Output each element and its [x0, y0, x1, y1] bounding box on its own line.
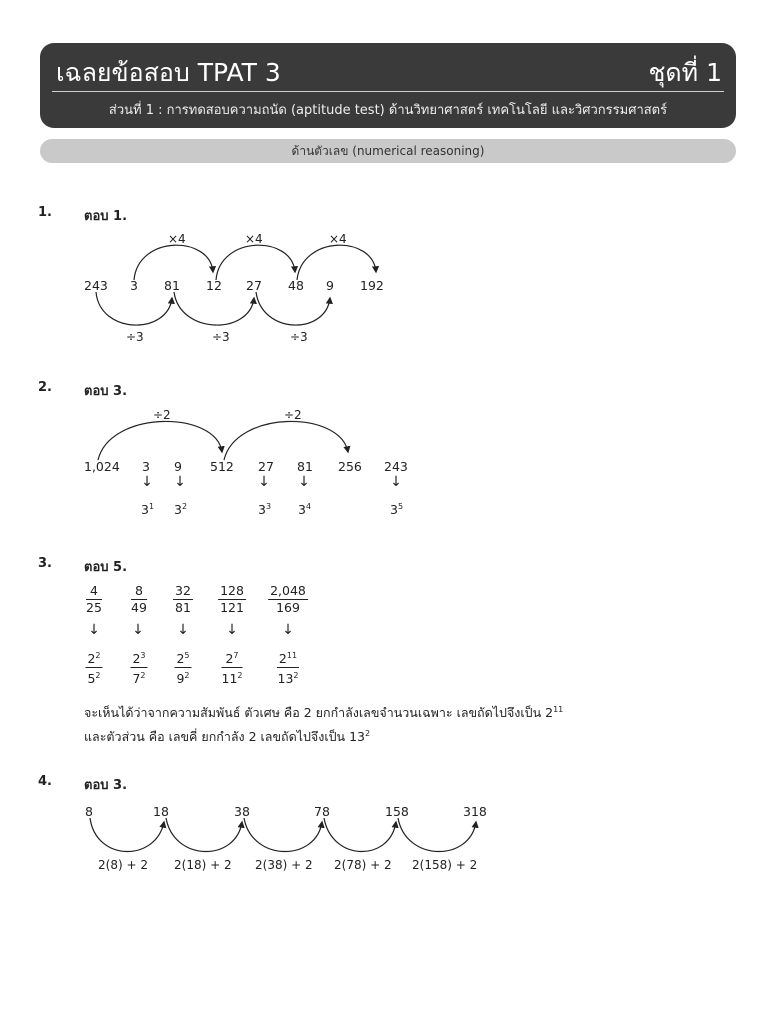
q4-answer: ตอบ 3.: [84, 778, 128, 793]
q3-power-fraction: $\frac{2^3}{7^2}$: [130, 648, 147, 687]
q4-arc-1: [90, 818, 164, 852]
down-arrow-icon: ↓: [390, 474, 402, 490]
down-arrow-icon: ↓: [258, 474, 270, 490]
q2-term: 512: [210, 459, 234, 474]
down-arrow-icon: ↓: [174, 474, 186, 490]
q3-fraction: $\frac{8}{49}$: [131, 583, 147, 615]
q4-term: 318: [463, 804, 487, 819]
q2-power: $3^4$: [298, 502, 312, 518]
q4-bottom-op: 2(38) + 2: [255, 858, 313, 872]
q3-power-fraction: $\frac{2^2}{5^2}$: [85, 648, 102, 687]
q4-arc-5: [398, 818, 476, 852]
q4-arc-2: [166, 818, 242, 852]
q4-arc-3: [244, 818, 322, 852]
down-arrow-icon: ↓: [282, 622, 294, 638]
q1-top-op: ×4: [329, 232, 347, 246]
q1-term: 48: [288, 278, 304, 293]
down-arrow-icon: ↓: [298, 474, 310, 490]
down-arrow-icon: ↓: [141, 474, 153, 490]
q2-top-op: ÷2: [284, 408, 302, 422]
down-arrow-icon: ↓: [132, 622, 144, 638]
q1-term: 12: [206, 278, 222, 293]
q2-arc-top-2: [224, 421, 348, 460]
q4-term: 8: [85, 804, 93, 819]
q4-bottom-op: 2(18) + 2: [174, 858, 232, 872]
q2-term: 3: [142, 459, 150, 474]
section-bar: ด้านตัวเลข (numerical reasoning): [40, 139, 736, 163]
q1-arc-bottom-3: [256, 292, 330, 325]
down-arrow-icon: ↓: [177, 622, 189, 638]
q1-answer: ตอบ 1.: [84, 209, 128, 224]
q3-fraction: $\frac{2,048}{169}$: [270, 583, 306, 615]
header-section-line: ส่วนที่ 1 : การทดสอบความถนัด (aptitude test) ด้านวิทยาศาสตร์ เทคโนโลยี และวิศวกรรมศาสตร์: [108, 103, 668, 118]
q1-arc-bottom-2: [174, 292, 254, 325]
q1-bottom-op: ÷3: [290, 330, 308, 344]
q4-arc-4: [324, 818, 396, 852]
q2-term: 81: [297, 459, 313, 474]
header-set-label: ชุดที่ 1: [648, 58, 722, 87]
q3-number: 3.: [38, 556, 52, 571]
q2-power: $3^3$: [258, 502, 272, 518]
q2-term: 256: [338, 459, 362, 474]
q3-explanation-line-1: จะเห็นได้ว่าจากความสัมพันธ์ ตัวเศษ คือ 2 ยกกำลังเลขจำนวนเฉพาะ เลขถัดไปจึงเป็น $2^{11}$: [84, 704, 564, 720]
q1-bottom-op: ÷3: [212, 330, 230, 344]
q2-answer: ตอบ 3.: [84, 384, 128, 399]
down-arrow-icon: ↓: [88, 622, 100, 638]
q2-arc-top-1: [98, 421, 222, 460]
q2-term: 9: [174, 459, 182, 474]
q4-bottom-op: 2(78) + 2: [334, 858, 392, 872]
q3-power-fraction: $\frac{2^5}{9^2}$: [174, 648, 191, 687]
q1-arc-top-3: [297, 245, 376, 280]
q3-fraction: $\frac{32}{81}$: [175, 583, 191, 615]
q1-term: 3: [130, 278, 138, 293]
q4-bottom-op: 2(158) + 2: [412, 858, 478, 872]
q1-arc-bottom-1: [96, 292, 172, 325]
q2-power: $3^1$: [141, 502, 155, 518]
q1-term: 27: [246, 278, 262, 293]
q1-term: 243: [84, 278, 108, 293]
q1-term: 192: [360, 278, 384, 293]
q3-power-fraction: $\frac{2^{11}}{13^2}$: [277, 648, 299, 687]
q2-term: 243: [384, 459, 408, 474]
q4-bottom-op: 2(8) + 2: [98, 858, 148, 872]
q3-power-fraction: $\frac{2^7}{11^2}$: [222, 648, 243, 687]
q3-fraction: $\frac{128}{121}$: [220, 583, 244, 615]
q4-term: 158: [385, 804, 409, 819]
q2-power: $3^2$: [174, 502, 188, 518]
q1-arc-top-2: [216, 245, 295, 280]
q2-term: 27: [258, 459, 274, 474]
down-arrow-icon: ↓: [226, 622, 238, 638]
q1-top-op: ×4: [168, 232, 186, 246]
q2-number: 2.: [38, 380, 52, 395]
q4-number: 4.: [38, 774, 52, 789]
q2-term: 1,024: [84, 459, 120, 474]
q1-arc-top-1: [134, 245, 213, 280]
header-title: เฉลยข้อสอบ TPAT 3: [56, 58, 281, 87]
q3-explanation-line-2: และตัวส่วน คือ เลขคี่ ยกกำลัง 2 เลขถัดไปจึงเป็น $13^2$: [84, 728, 371, 744]
q4-term: 18: [153, 804, 169, 819]
q4-term: 38: [234, 804, 250, 819]
q4-term: 78: [314, 804, 330, 819]
q1-term: 9: [326, 278, 334, 293]
q1-term: 81: [164, 278, 180, 293]
q2-top-op: ÷2: [153, 408, 171, 422]
q1-top-op: ×4: [245, 232, 263, 246]
q1-number: 1.: [38, 205, 52, 220]
q3-answer: ตอบ 5.: [84, 560, 128, 575]
q1-bottom-op: ÷3: [126, 330, 144, 344]
q2-power: $3^5$: [390, 502, 404, 518]
q3-fraction: $\frac{4}{25}$: [86, 583, 102, 615]
